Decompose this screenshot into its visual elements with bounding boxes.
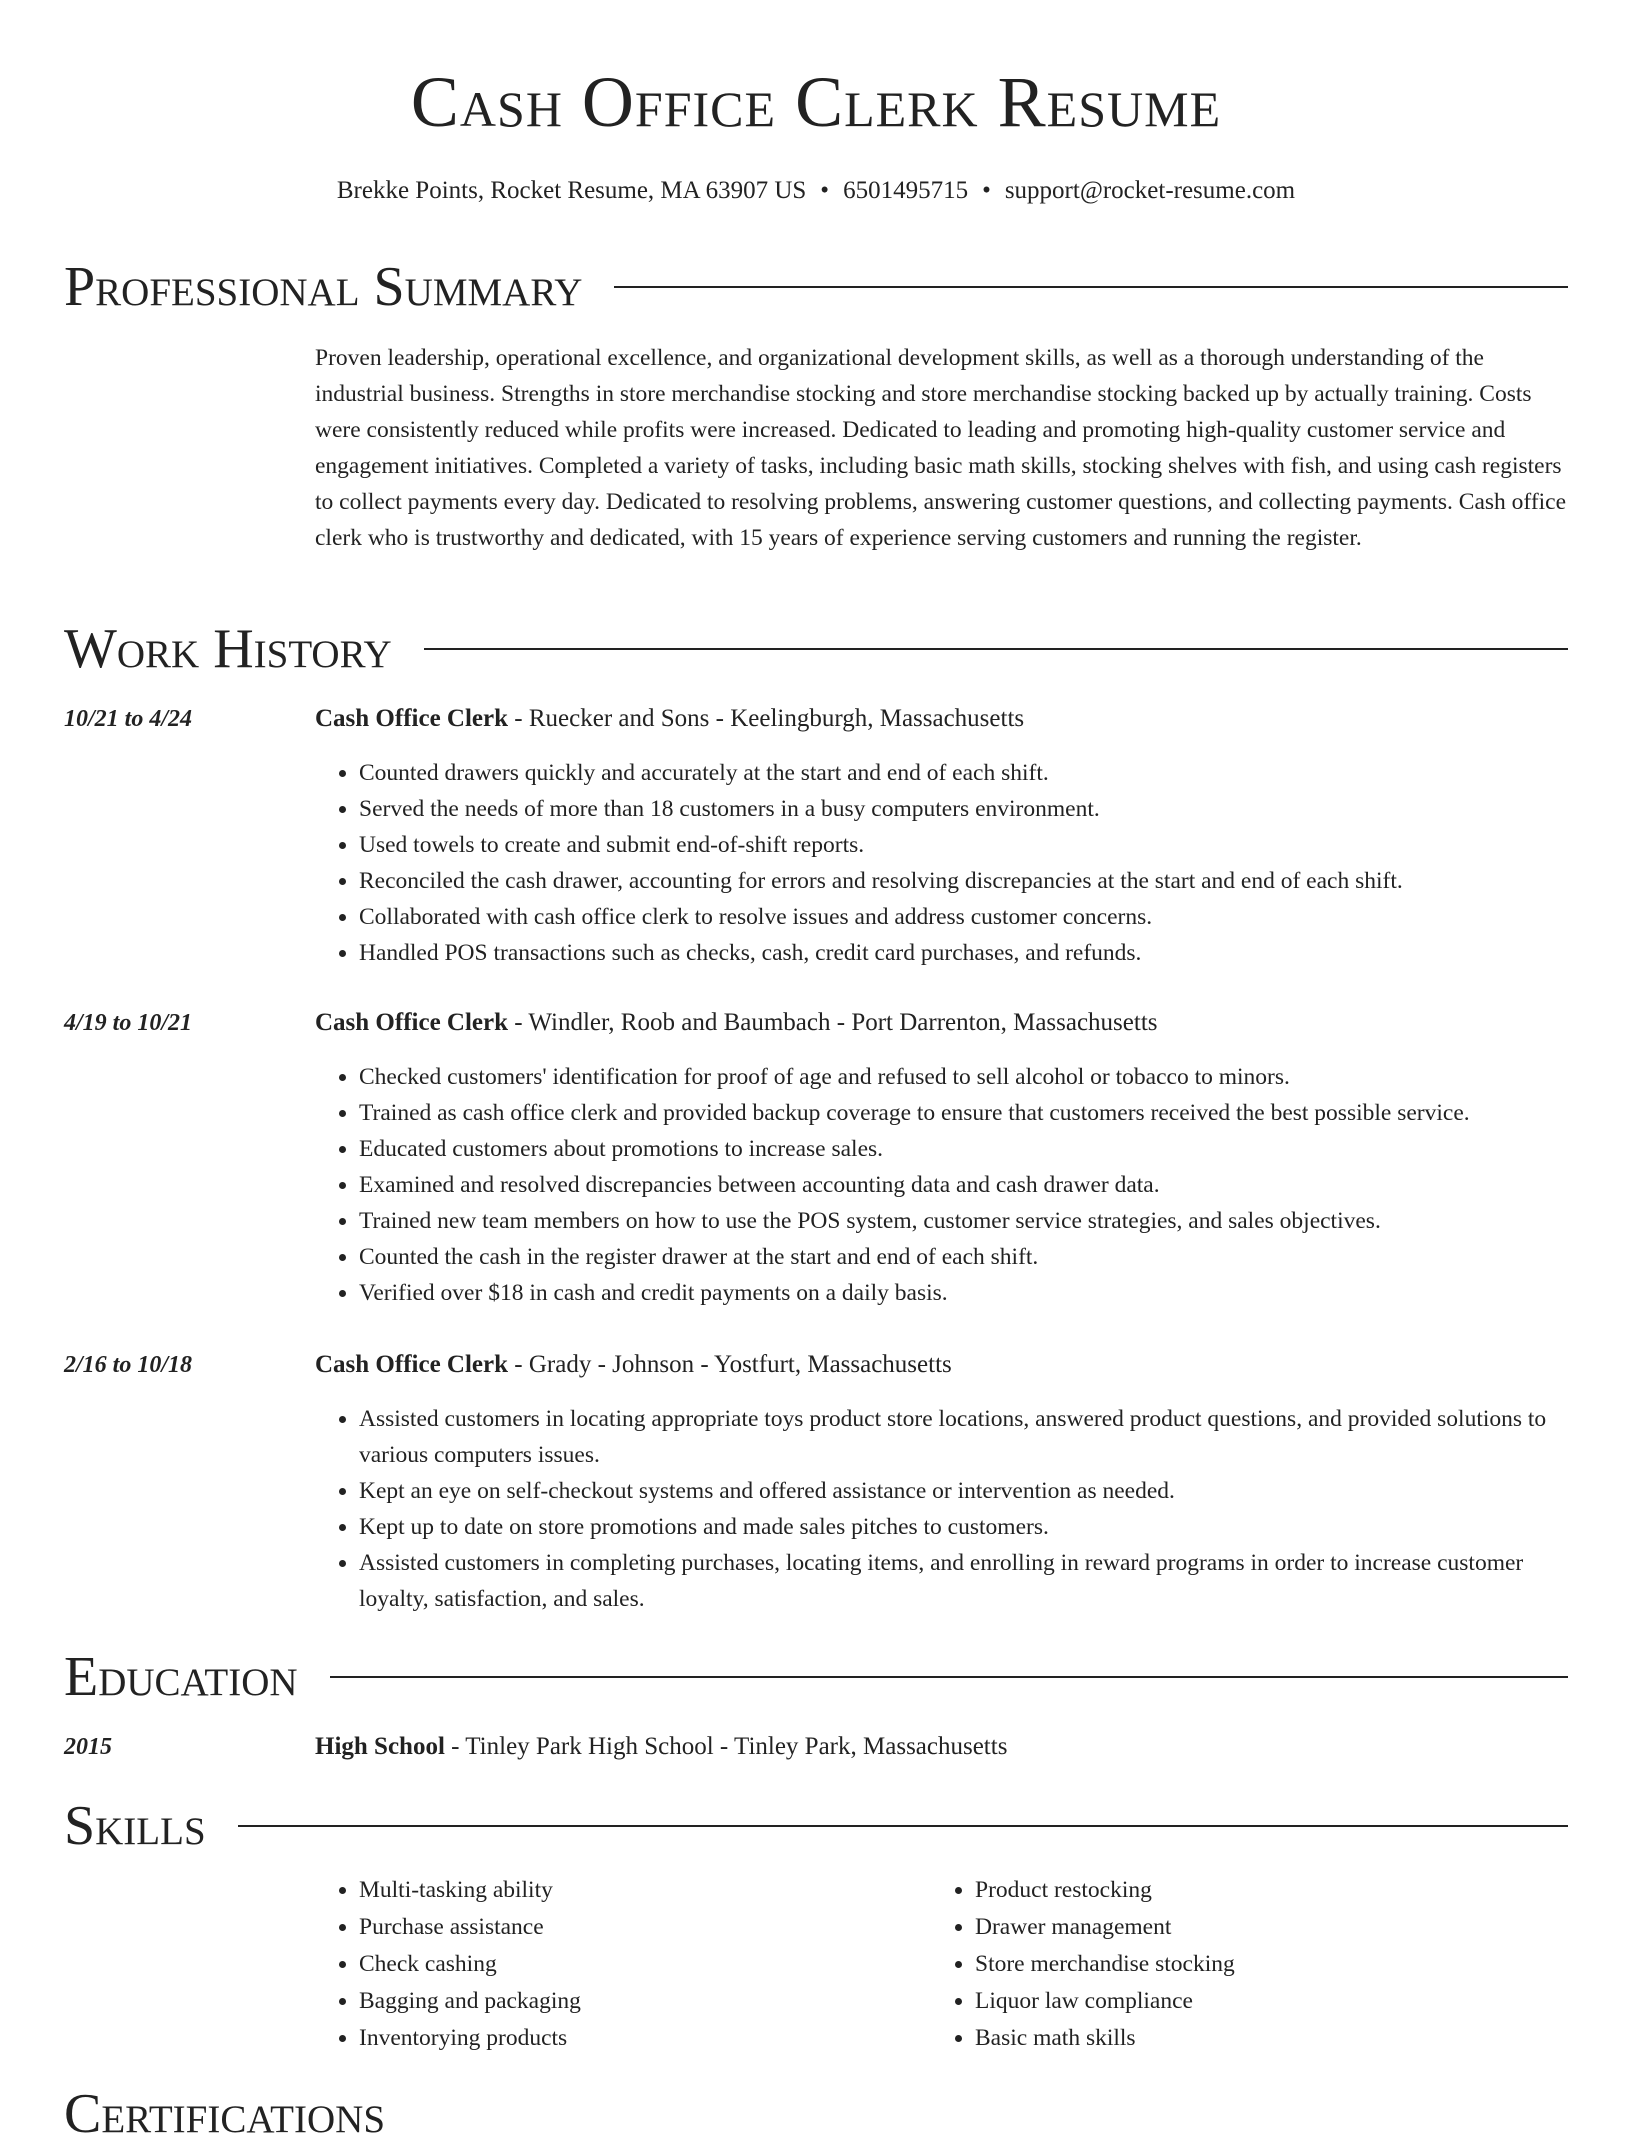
work-bullets [315, 1401, 1571, 1617]
work-dates: 2/16 to 10/18 [64, 1352, 193, 1378]
work-dates: 10/21 to 4/24 [64, 706, 193, 732]
job-title: Cash Office Clerk [315, 1009, 509, 1036]
list-item: • Checked customers' identification for proof of age and refused to sell alcohol or tobacco to minors. [359, 1059, 1571, 1095]
list-item: • Examined and resolved discrepancies between accounting data and cash drawer data. [359, 1167, 1571, 1203]
list-item: • Store merchandise stocking [975, 1946, 1547, 1983]
skills-list [315, 1872, 1571, 2057]
work-dates: 4/19 to 10/21 [64, 1010, 193, 1036]
contact-separator: • [820, 177, 830, 204]
job-title: Cash Office Clerk [315, 705, 509, 732]
list-item: • Collaborated with cash office clerk to resolve issues and address customer concerns. [359, 899, 1571, 935]
work-heading [315, 1347, 1571, 1383]
section-header-summary [64, 255, 1568, 319]
job-title: Cash Office Clerk [315, 1351, 509, 1378]
list-item: • Educated customers about promotions to increase sales. [359, 1131, 1571, 1167]
list-item: • Liquor law compliance [975, 1983, 1547, 2020]
list-item: • Served the needs of more than 18 customers in a busy computers environment. [359, 791, 1571, 827]
contact-phone: 6501495715 [843, 177, 969, 204]
list-item: • Trained as cash office clerk and provided backup coverage to ensure that customers received the best possible service. [359, 1095, 1571, 1131]
contact-address: Brekke Points, Rocket Resume, MA 63907 US [336, 177, 807, 204]
list-item: • Inventorying products [359, 2020, 931, 2057]
job-employer: - Ruecker and Sons - Keelingburgh, Massachusetts [508, 705, 1025, 732]
contact-email[interactable]: support@rocket-resume.com [1004, 177, 1296, 204]
list-item: • Product restocking [975, 1872, 1547, 1909]
contact-separator: • [982, 177, 991, 204]
education-details [315, 1729, 1571, 1765]
list-item: • Kept up to date on store promotions and made sales pitches to customers. [359, 1509, 1571, 1545]
list-item: • Reconciled the cash drawer, accounting for errors and resolving discrepancies at the start and end of each shift. [359, 863, 1571, 899]
section-header-work-history [64, 617, 1568, 681]
list-item: • Drawer management [975, 1909, 1547, 1946]
list-item: • Multi-tasking ability [359, 1872, 931, 1909]
work-heading [315, 1005, 1571, 1041]
resume-title: Cash Office Clerk Resume [410, 62, 1222, 142]
education-year: 2015 [64, 1734, 112, 1760]
work-bullets [315, 755, 1571, 971]
list-item: • Counted drawers quickly and accurately at the start and end of each shift. [359, 755, 1571, 791]
degree: High School [315, 1733, 445, 1760]
section-title: Skills [64, 1795, 206, 1857]
skills-column-right [931, 1872, 1547, 2057]
education-heading [315, 1729, 1571, 1765]
list-item: • Assisted customers in locating appropriate toys product store locations, answered product questions, and provided solutions to various computers issues. [359, 1401, 1571, 1473]
list-item: • Kept an eye on self-checkout systems and offered assistance or intervention as needed. [359, 1473, 1571, 1509]
list-item: • Handled POS transactions such as checks, cash, credit card purchases, and refunds. [359, 935, 1571, 971]
section-title: Professional Summary [64, 256, 583, 318]
section-title: Certifications [64, 2083, 386, 2145]
list-item: • Counted the cash in the register drawer at the start and end of each shift. [359, 1239, 1571, 1275]
list-item: • Verified over $18 in cash and credit payments on a daily basis. [359, 1275, 1571, 1311]
work-details [315, 1347, 1571, 1617]
section-title: Education [64, 1646, 298, 1708]
job-employer: - Grady - Johnson - Yostfurt, Massachusetts [508, 1351, 952, 1378]
section-header-certifications [64, 2082, 1568, 2146]
work-details [315, 1005, 1571, 1311]
list-item: • Assisted customers in completing purchases, locating items, and enrolling in reward programs in order to increase customer loyalty, satisfaction, and sales. [359, 1545, 1571, 1617]
section-divider [330, 1676, 1568, 1678]
section-divider [614, 286, 1568, 288]
list-item: • Basic math skills [975, 2020, 1547, 2057]
summary-paragraph: Proven leadership, operational excellence, and organizational development skills, as well as a thorough understanding of the industrial business. Strengths in store merchandise stocking and store merchandise stocking backed up by actually training. Costs were consistently reduced while profits were increased. Dedicated to leading and promoting high-quality customer service and engagement initiatives. Completed a variety of tasks, including basic math skills, stocking shelves with fish, and using cash registers to collect payments every day. Dedicated to resolving problems, answering customer questions, and collecting payments. Cash office clerk who is trustworthy and dedicated, with 15 years of experience serving customers and running the register. [315, 345, 1567, 551]
list-item: • Bagging and packaging [359, 1983, 931, 2020]
section-header-skills [64, 1794, 1568, 1858]
work-bullets [315, 1059, 1571, 1311]
work-details [315, 701, 1571, 971]
list-item: • Trained new team members on how to use the POS system, customer service strategies, and sales objectives. [359, 1203, 1571, 1239]
list-item: • Check cashing [359, 1946, 931, 1983]
list-item: • Purchase assistance [359, 1909, 931, 1946]
section-header-education [64, 1645, 1568, 1709]
list-item: • Used towels to create and submit end-of-shift reports. [359, 827, 1571, 863]
section-divider [238, 1825, 1568, 1827]
job-employer: - Windler, Roob and Baumbach - Port Darrenton, Massachusetts [508, 1009, 1158, 1036]
section-title: Work History [64, 618, 392, 680]
school: - Tinley Park High School - Tinley Park, Massachusetts [444, 1733, 1008, 1760]
work-heading [315, 701, 1571, 737]
section-divider [424, 648, 1568, 650]
skills-column-left [315, 1872, 931, 2057]
contact-line [0, 175, 1632, 207]
